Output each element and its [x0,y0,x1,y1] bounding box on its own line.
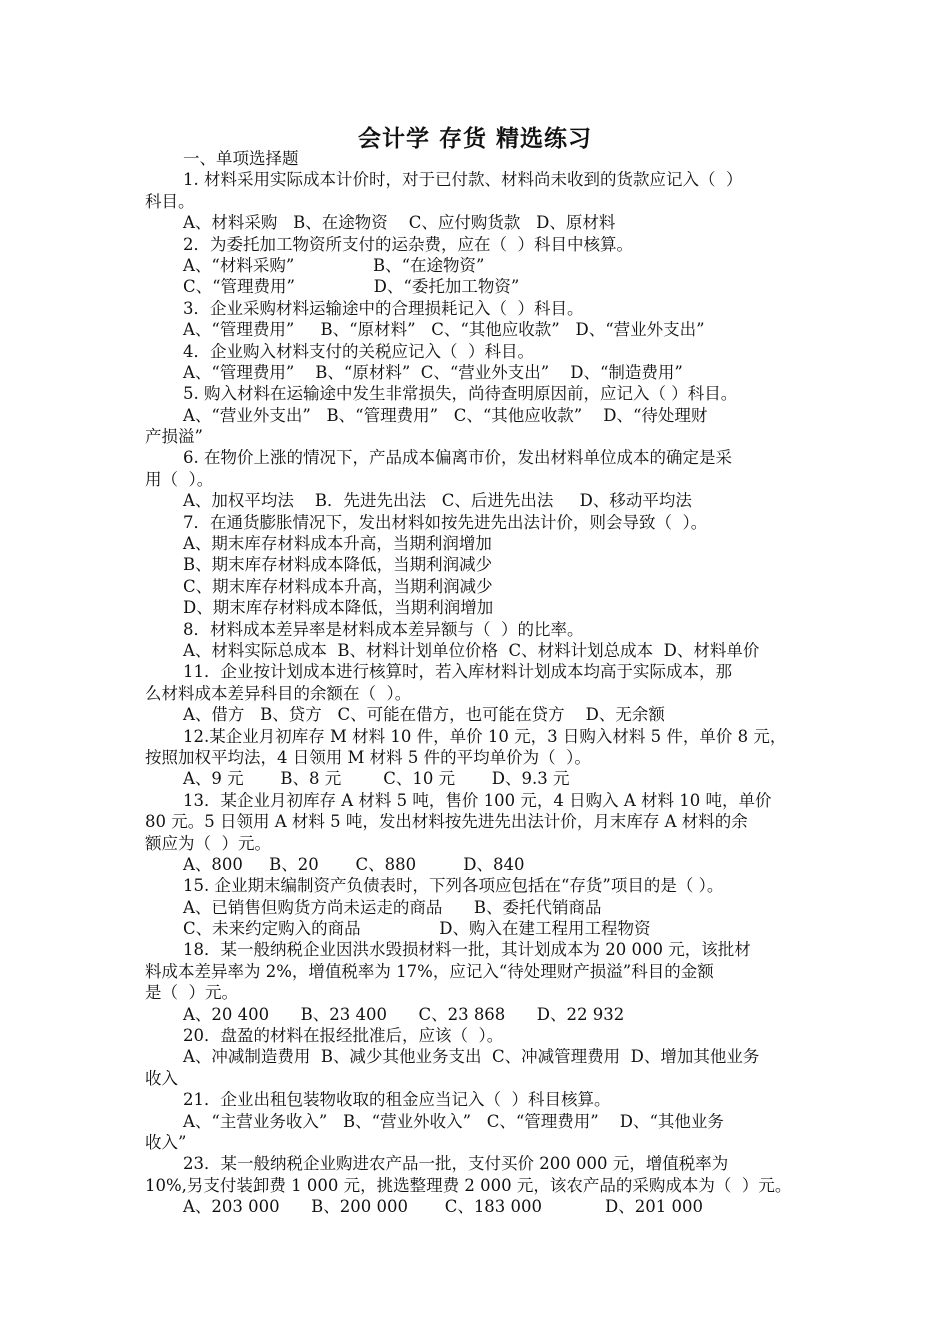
text-line: C、未来约定购入的商品 D、购入在建工程用工程物资 [183,919,651,939]
text-line: 额应为（ ）元。 [145,833,271,853]
text-line: 6. 在物价上涨的情况下，产品成本偏离市价，发出材料单位成本的确定是采 [183,448,732,468]
text-line: 是（ ）元。 [145,983,238,1003]
text-line: A、期末库存材料成本升高，当期利润增加 [183,534,492,554]
text-line: 一、单项选择题 [183,149,299,168]
text-line: 2．为委托加工物资所支付的运杂费，应在（ ）科目中核算。 [183,234,633,254]
text-line: C、“管理费用” D、“委托加工物资” [183,277,520,297]
text-line: A、“营业外支出” B、“管理费用” C、“其他应收款” D、“待处理财 [183,405,708,425]
text-line: 1. 材料采用实际成本计价时，对于已付款、材料尚未收到的货款应记入（ ） [183,170,743,190]
text-line: 7．在通货膨胀情况下，发出材料如按先进先出法计价，则会导致（ ）。 [183,512,708,532]
text-line: A、800 B、20 C、880 D、840 [183,854,525,874]
document-title: 会计学 存货 精选练习 [357,126,592,152]
text-line: 4．企业购入材料支付的关税应记入（ ）科目。 [183,341,534,361]
text-line: A、“管理费用” B、“原材料” C、“营业外支出” D、“制造费用” [183,362,683,382]
text-line: 13．某企业月初库存 A 材料 5 吨，售价 100 元，4 日购入 A 材料 10 吨，单价 [183,790,772,810]
text-line: 按照加权平均法，4 日领用 M 材料 5 件的平均单价为（ ）。 [145,747,591,767]
text-line: 12.某企业月初库存 M 材料 10 件，单价 10 元，3 日购入材料 5 件，单价 8 元， [183,726,787,746]
text-line: A、“管理费用” B、“原材料” C、“其他应收款” D、“营业外支出” [183,320,705,340]
text-line: 3．企业采购材料运输途中的合理损耗记入（ ）科目。 [183,298,584,318]
text-line: 么材料成本差异科目的余额在（ ）。 [145,683,412,703]
text-line: 11．企业按计划成本进行核算时，若入库材料计划成本均高于实际成本，那 [183,662,732,682]
text-line: A、20 400 B、23 400 C、23 868 D、22 932 [183,1004,625,1024]
text-line: 料成本差异率为 2%，增值税率为 17%，应记入“待处理财产损溢”科目的金额 [145,961,714,981]
text-line: 18．某一般纳税企业因洪水毁损材料一批，其计划成本为 20 000 元，该批材 [183,940,751,960]
text-line: 15. 企业期末编制资产负债表时，下列各项应包括在“存货”项目的是（ ）。 [183,876,724,896]
text-line: 收入 [145,1068,178,1088]
text-line: A、加权平均法 B．先进先出法 C、后进先出法 D、移动平均法 [183,491,692,511]
text-line: A、9 元 B、8 元 C、10 元 D、9.3 元 [183,769,570,789]
text-line: 23．某一般纳税企业购进农产品一批，支付买价 200 000 元，增值税率为 [183,1154,729,1174]
text-line: B、期末库存材料成本降低，当期利润减少 [183,555,493,575]
text-line: 21．企业出租包装物收取的租金应当记入（ ）科目核算。 [183,1090,611,1110]
text-line: A、材料采购 B、在途物资 C、应付购货款 D、原材料 [183,213,616,233]
text-line: D、期末库存材料成本降低，当期利润增加 [183,598,494,618]
text-line: C、期末库存材料成本升高，当期利润减少 [183,576,493,596]
text-line: A、冲减制造费用 B、减少其他业务支出 C、冲减管理费用 D、增加其他业务 [183,1047,760,1067]
text-line: 5. 购入材料在运输途中发生非常损失，尚待查明原因前，应记入（ ）科目。 [183,384,738,404]
text-line: A、材料实际总成本 B、材料计划单位价格 C、材料计划总成本 D、材料单价 [183,640,760,660]
text-line: 10%,另支付装卸费 1 000 元，挑选整理费 2 000 元，该农产品的采购成本为（ ）元。 [145,1175,792,1195]
text-line: 产损溢” [145,427,203,447]
question-list [145,148,815,1218]
text-line: 用（ ）。 [145,469,214,489]
text-line: 8．材料成本差异率是材料成本差异额与（ ）的比率。 [183,619,584,639]
text-line: A、已销售但购货方尚未运走的商品 B、委托代销商品 [183,897,602,917]
text-line: 收入” [145,1132,187,1152]
text-line: A、“主营业务收入” B、“营业外收入” C、“管理费用” D、“其他业务 [183,1111,724,1131]
text-line: A、借方 B、贷方 C、可能在借方，也可能在贷方 D、无余额 [183,705,665,725]
text-line: A、“材料采购” B、“在途物资” [183,255,485,275]
text-line: 80 元。5 日领用 A 材料 5 吨，发出材料按先进先出法计价，月末库存 A 材料的余 [145,812,748,832]
text-line: A、203 000 B、200 000 C、183 000 D、201 000 [183,1197,703,1217]
text-line: 20．盘盈的材料在报经批准后，应该（ ）。 [183,1026,504,1046]
text-line: 科目。 [145,191,195,211]
